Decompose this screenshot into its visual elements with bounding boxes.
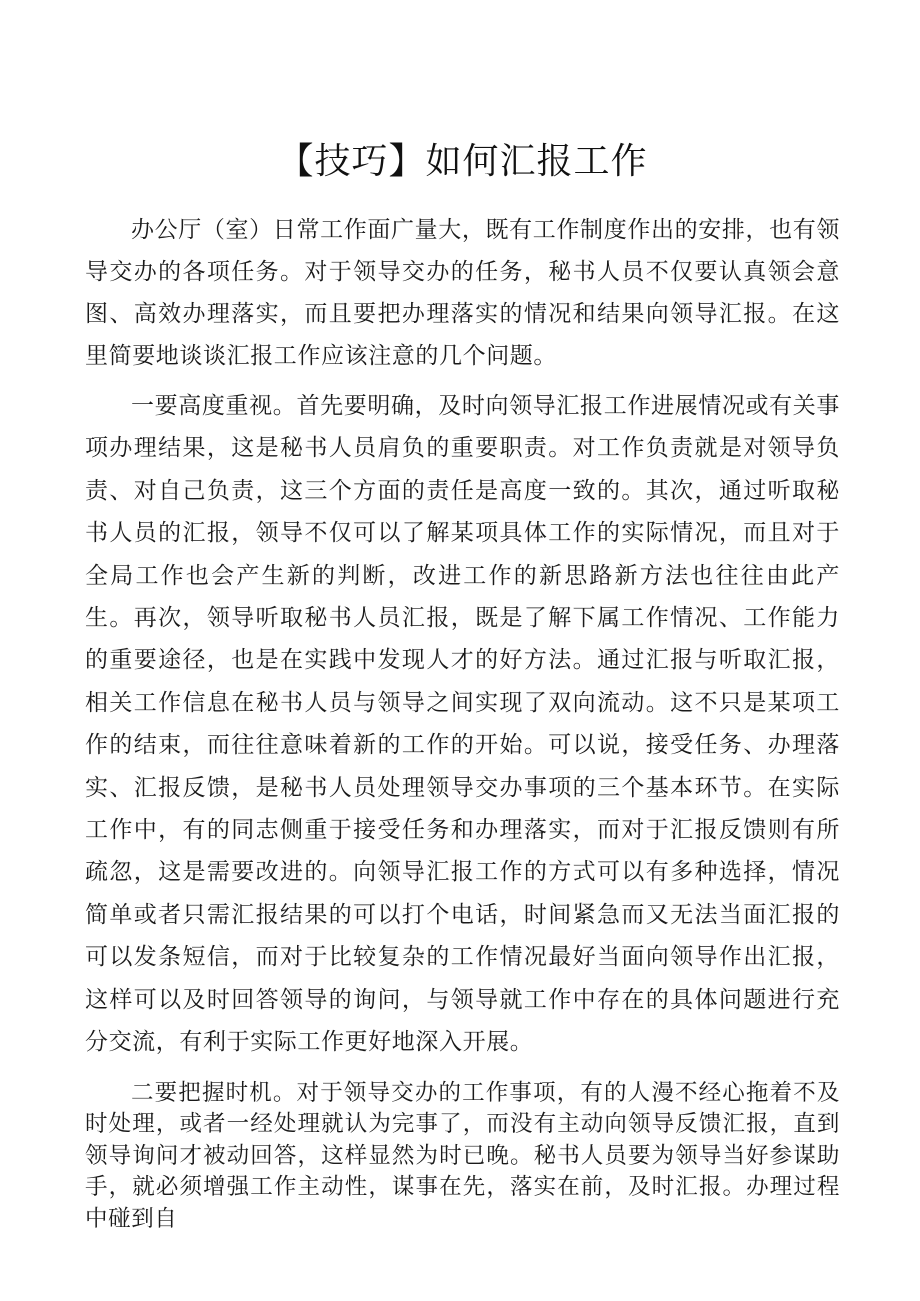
paragraph-point-one: 一要高度重视。首先要明确，及时向领导汇报工作进展情况或有关事项办理结果，这是秘书人员肩负的重要职责。对工作负责就是对领导负责、对自己负责，这三个方面的责任是高度一致的。其次，通过听取秘书人员的汇报，领导不仅可以了解某项具体工作的实际情况，而且对于全局工作也会产生新的判断，改进工作的新思路新方法也往往由此产生。再次，领导听取秘书人员汇报，既是了解下属工作情况、工作能力的重要途径，也是在实践中发现人才的好方法。通过汇报与听取汇报，相关工作信息在秘书人员与领导之间实现了双向流动。这不只是某项工作的结束，而往往意味着新的工作的开始。可以说，接受任务、办理落实、汇报反馈，是秘书人员处理领导交办事项的三个基本环节。在实际工作中，有的同志侧重于接受任务和办理落实，而对于汇报反馈则有所疏忽，这是需要改进的。向领导汇报工作的方式可以有多种选择，情况简单或者只需汇报结果的可以打个电话，时间紧急而又无法当面汇报的可以发条短信，而对于比较复杂的工作情况最好当面向领导作出汇报，这样可以及时回答领导的询问，与领导就工作中存在的具体问题进行充分交流，有利于实际工作更好地深入开展。 [85,393,840,1056]
paragraph-point-two: 二要把握时机。对于领导交办的工作事项，有的人漫不经心拖着不及时处理，或者一经处理就认为完事了，而没有主动向领导反馈汇报，直到领导询问才被动回答，这样显然为时已晚。秘书人员要为领导当好参谋助手，就必须增强工作主动性，谋事在先，落实在前，及时汇报。办理过程中碰到自 [85,1079,840,1232]
paragraph-intro: 办公厅（室）日常工作面广量大，既有工作制度作出的安排，也有领导交办的各项任务。对于领导交办的任务，秘书人员不仅要认真领会意图、高效办理落实，而且要把办理落实的情况和结果向领导汇报。在这里简要地谈谈汇报工作应该注意的几个问题。 [85,217,840,369]
document-title: 【技巧】如何汇报工作 [277,141,648,182]
